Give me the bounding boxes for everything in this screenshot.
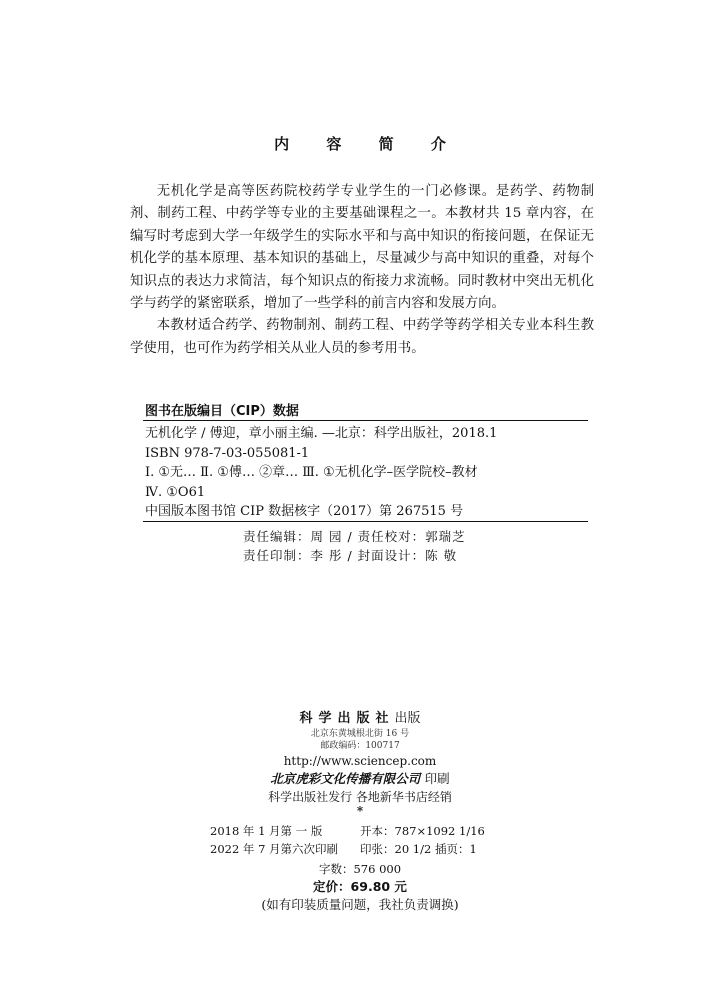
- price: 定价：69.80 元: [313, 879, 407, 894]
- printer-line: [0, 770, 720, 788]
- cip-top-rule: [143, 420, 588, 421]
- quality-notice: (如有印装质量问题，我社负责调换): [261, 897, 459, 912]
- edition-format: 开本：787×1092 1/16: [360, 824, 485, 838]
- publisher-url: http://www.sciencep.com: [283, 754, 437, 768]
- word-count: 字数：576 000: [318, 862, 402, 876]
- staff-credits: [243, 527, 466, 565]
- printing-date: 2022 年 7 月第六次印刷: [210, 842, 339, 856]
- publisher-postcode: 邮政编码：100717: [320, 741, 400, 751]
- credits-printing-design: 责任印制：李 彤 / 封面设计：陈 敬: [243, 548, 458, 563]
- credits-editors: 责任编辑：周 园 / 责任校对：郭瑞芝: [243, 529, 466, 544]
- cip-line-title: 无机化学 / 傅迎，章小丽主编. —北京：科学出版社，2018.1: [145, 426, 498, 441]
- summary-text: [130, 181, 594, 360]
- cip-record: [145, 424, 585, 522]
- publisher-name: 科学出版社: [299, 711, 395, 726]
- printer-name: 北京虎彩文化传播有限公司: [270, 771, 421, 786]
- cip-line-isbn: ISBN 978-7-03-055081-1: [145, 445, 310, 461]
- edition-date: 2018 年 1 月第 一 版: [210, 824, 323, 838]
- cip-heading: 图书在版编目（CIP）数据: [145, 404, 299, 419]
- cip-line-record-number: 中国版本图书馆 CIP 数据核字（2017）第 267515 号: [145, 504, 464, 520]
- publisher-address: 北京东黄城根北街 16 号: [310, 729, 410, 739]
- summary-paragraph: 本教材适合药学、药物制剂、制药工程、中药学等药学相关专业本科生教学使用，也可作为药学相关从业人员的参考用书。: [130, 318, 594, 356]
- distribution-line: 科学出版社发行 各地新华书店经销: [268, 790, 452, 804]
- colophon: [0, 710, 720, 914]
- edition-row: [210, 840, 510, 858]
- edition-info: [210, 822, 510, 858]
- page-title: 内 容 简 介: [274, 135, 462, 153]
- separator-star: *: [356, 804, 364, 818]
- publisher-suffix: 出版: [394, 711, 421, 726]
- cip-line-subjects: Ⅰ. ①无… Ⅱ. ①傅… ②章… Ⅲ. ①无机化学–医学院校–教材: [145, 465, 478, 481]
- publisher-line: [0, 710, 720, 728]
- printer-suffix: 印刷: [424, 771, 450, 786]
- printing-sheets: 印张：20 1/2 插页：1: [360, 842, 477, 856]
- edition-row: [210, 822, 510, 840]
- cip-bottom-rule: [143, 521, 588, 522]
- cip-line-classification: Ⅳ. ①O61: [145, 484, 206, 500]
- summary-paragraph: 无机化学是高等医药院校药学专业学生的一门必修课。是药学、药物制剂、制药工程、中药学等专业的主要基础课程之一。本教材共 15 章内容，在编写时考虑到大学一年级学生的实际水平和与高中知识的衔接问题，在保证无机化学的基本原理、基本知识的基础上，尽量减少与高中知识的重叠，对每个知识点的表达力求简洁，每个知识点的衔接力求流畅。同时教材中突出无机化学与药学的紧密联系，增加了一些学科的前言内容和发展方向。: [130, 184, 594, 312]
